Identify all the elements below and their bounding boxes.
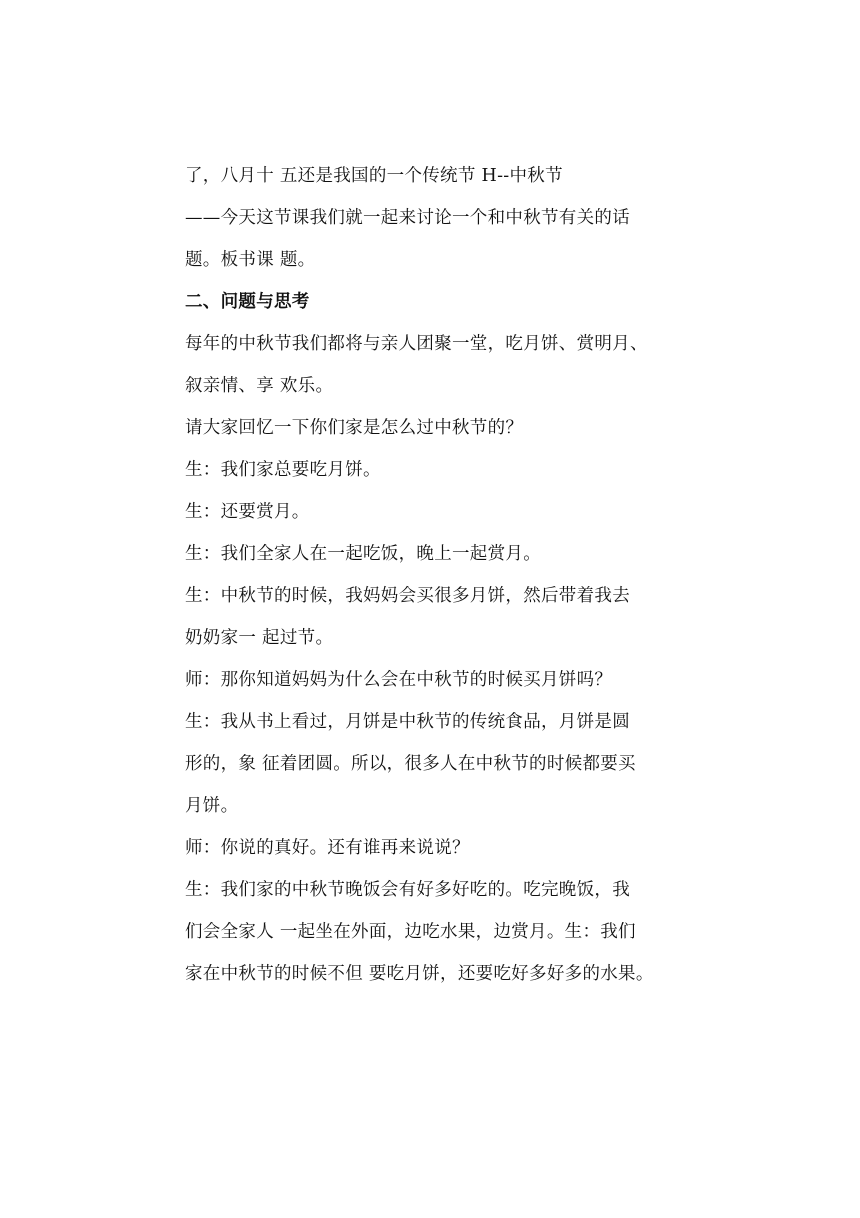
text-line: 生：还要赏月。 [185,502,310,522]
text-line: 们会全家人 一起坐在外面，边吃水果，边赏月。生：我们 [185,922,636,942]
text-line: 了，八月十 五还是我国的一个传统节 H--中秋节 [185,166,563,186]
document-body [185,155,685,995]
text-line: 生：我从书上看过，月饼是中秋节的传统食品，月饼是圆 [185,712,630,732]
text-line: 师：那你知道妈妈为什么会在中秋节的时候买月饼吗？ [185,670,613,690]
text-line: 奶奶家一 起过节。 [185,628,334,648]
text-line: 生：我们家的中秋节晚饭会有好多好吃的。吃完晚饭，我 [185,880,630,900]
text-line: 家在中秋节的时候不但 要吃月饼，还要吃好多好多的水果。 [185,964,654,984]
text-line: ——今天这节课我们就一起来讨论一个和中秋节有关的话 [185,208,630,228]
text-line: 每年的中秋节我们都将与亲人团聚一堂，吃月饼、赏明月、 [185,334,648,354]
text-line: 生：中秋节的时候，我妈妈会买很多月饼，然后带着我去 [185,586,630,606]
text-line: 师：你说的真好。还有谁再来说说？ [185,838,470,858]
text-line: 生：我们全家人在一起吃饭，晚上一起赏月。 [185,544,541,564]
text-line: 形的，象 征着团圆。所以，很多人在中秋节的时候都要买 [185,754,636,774]
section-heading: 二、问题与思考 [185,292,310,312]
text-line: 题。板书课 题。 [185,250,316,270]
text-line: 生：我们家总要吃月饼。 [185,460,381,480]
text-line: 月饼。 [185,796,239,816]
text-line: 请大家回忆一下你们家是怎么过中秋节的？ [185,418,524,438]
text-line: 叙亲情、享 欢乐。 [185,376,334,396]
